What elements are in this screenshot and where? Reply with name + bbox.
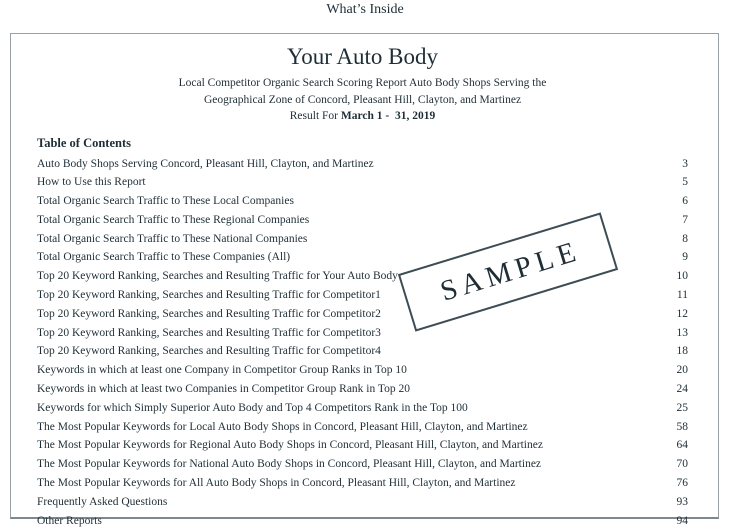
toc-entry-page: 20 [676,364,688,377]
toc-heading: Table of Contents [37,135,131,150]
report-title: Your Auto Body [286,44,439,69]
toc-entry [37,399,688,418]
toc-entry-label: Top 20 Keyword Ranking, Searches and Resulting Traffic for Competitor3 [37,326,381,339]
toc-entry-label: Total Organic Search Traffic to These Regional Companies [37,213,310,226]
toc-entry-label: Other Reports [37,514,102,527]
report-subtitle-line2: Geographical Zone of Concord, Pleasant Hill, Clayton, and Martinez [203,93,522,106]
report-result-prefix: Result For [289,110,341,122]
toc-entry-label: Auto Body Shops Serving Concord, Pleasant Hill, Clayton, and Martinez [37,157,374,170]
toc-entry-page: 9 [682,251,688,264]
toc-entry [37,173,688,192]
toc-entry-page: 3 [682,157,688,170]
toc-entry-page: 24 [676,383,688,396]
toc-entry [37,380,688,399]
toc-list [37,155,688,530]
toc-entry-page: 6 [682,195,688,208]
toc-entry [37,418,688,437]
toc-entry [37,324,688,343]
toc-entry-page: 5 [682,176,688,189]
toc-entry-page: 70 [676,458,688,471]
toc-entry [37,286,688,305]
toc-entry-label: Total Organic Search Traffic to These Companies (All) [37,251,291,264]
toc-entry-page: 11 [676,289,688,302]
toc-entry [37,474,688,493]
toc-entry [37,455,688,474]
toc-entry-label: How to Use this Report [37,176,146,189]
toc-entry-label: Keywords in which at least two Companies in Competitor Group Rank in Top 20 [37,383,411,396]
toc-entry-label: The Most Popular Keywords for National Auto Body Shops in Concord, Pleasant Hill, Clayton, and Martinez [37,458,542,471]
toc-entry-label: Total Organic Search Traffic to These National Companies [37,232,308,245]
toc-entry [37,342,688,361]
report-cover-box [10,33,719,527]
report-result-period: March 1 - 31, 2019 [340,110,436,122]
toc-entry-page: 64 [676,439,688,452]
toc-entry-page: 8 [682,232,688,245]
toc-entry [37,361,688,380]
toc-entry-label: Keywords in which at least one Company in Competitor Group Ranks in Top 10 [37,364,407,377]
toc-entry-page: 12 [676,307,688,320]
report-result-line [37,108,688,125]
toc-entry-page: 25 [676,401,688,414]
toc-entry [37,192,688,211]
toc-entry-label: Top 20 Keyword Ranking, Searches and Resulting Traffic for Competitor4 [37,345,381,358]
toc-entry-label: Total Organic Search Traffic to These Local Companies [37,195,294,208]
toc-entry-page: 10 [676,270,688,283]
toc-entry-label: The Most Popular Keywords for All Auto Body Shops in Concord, Pleasant Hill, Clayton, and Martinez [37,477,516,490]
whats-inside-header: What’s Inside [326,2,404,17]
toc-entry-page: 13 [676,326,688,339]
toc-entry-page: 7 [682,213,688,226]
toc-entry-page: 93 [676,495,688,508]
toc-entry-label: The Most Popular Keywords for Local Auto Body Shops in Concord, Pleasant Hill, Clayton, and Martinez [37,420,528,433]
toc-entry-label: Frequently Asked Questions [37,495,168,508]
toc-entry-label: Keywords for which Simply Superior Auto Body and Top 4 Competitors Rank in the Top 100 [37,401,468,414]
toc-entry [37,155,688,174]
toc-entry-page: 76 [676,477,688,490]
toc-entry [37,305,688,324]
toc-entry [37,436,688,455]
toc-entry-page: 58 [676,420,688,433]
toc-entry-label: Top 20 Keyword Ranking, Searches and Resulting Traffic for Competitor2 [37,307,381,320]
toc-entry [37,512,688,530]
toc-entry-label: Top 20 Keyword Ranking, Searches and Resulting Traffic for Competitor1 [37,289,381,302]
sample-watermark-text: SAMPLE [436,234,584,308]
toc-entry-page: 18 [676,345,688,358]
toc-entry-label: The Most Popular Keywords for Regional Auto Body Shops in Concord, Pleasant Hill, Clayton, and Martinez [37,439,543,452]
toc-entry-label: Top 20 Keyword Ranking, Searches and Resulting Traffic for Your Auto Body [37,270,398,283]
report-subtitle-line1: Local Competitor Organic Search Scoring Report Auto Body Shops Serving the [178,77,547,89]
toc-entry-page: 94 [676,514,688,527]
toc-entry [37,493,688,512]
